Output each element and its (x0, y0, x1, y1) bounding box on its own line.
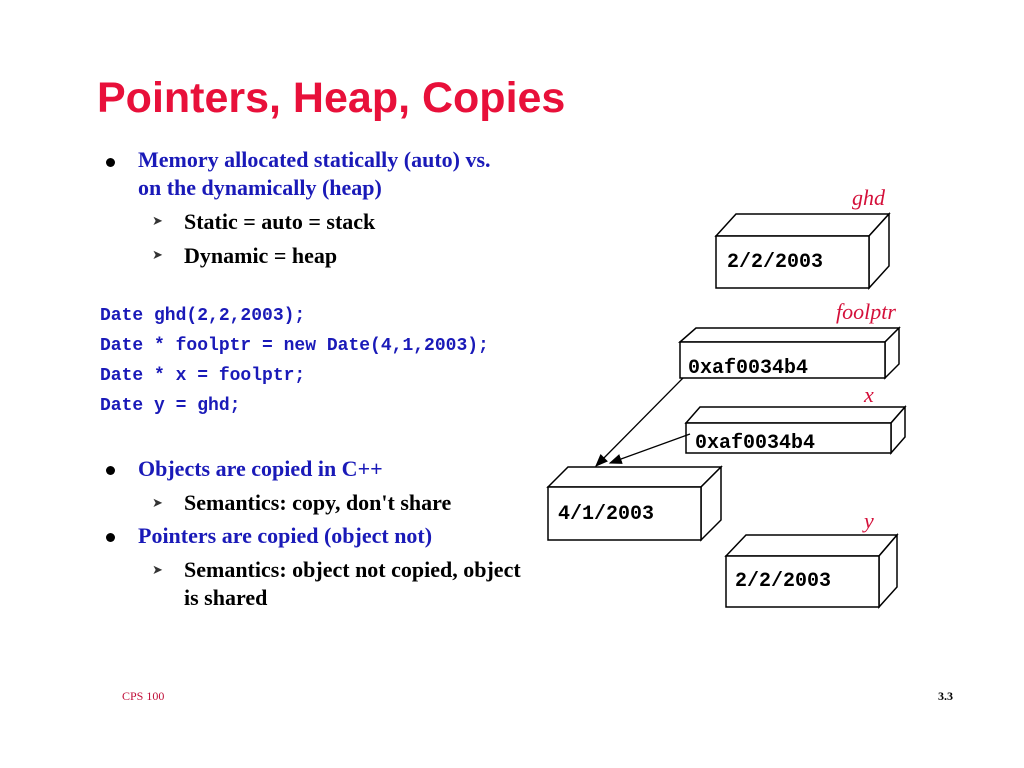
y-value: 2/2/2003 (735, 570, 832, 593)
bullet-1-line-1: Memory allocated statically (auto) vs. (138, 147, 491, 172)
code-line-3: Date * x = foolptr; (100, 366, 306, 386)
ghd-value: 2/2/2003 (727, 251, 824, 274)
ghd-label: ghd (852, 185, 885, 210)
sub-bullet-shared-line-2: is shared (184, 585, 268, 610)
sub-bullet-arrow-icon: ➤ (152, 496, 163, 511)
ghd-box (716, 214, 889, 288)
foolptr-value: 0xaf0034b4 (688, 357, 809, 380)
code-line-1: Date ghd(2,2,2003); (100, 306, 306, 326)
x-label: x (864, 382, 874, 407)
footer-course: CPS 100 (122, 689, 165, 703)
foolptr-box (680, 328, 899, 380)
bullet-1-line-2: on the dynamically (heap) (138, 175, 382, 200)
footer-page-number: 3.3 (938, 689, 953, 703)
heap-box (548, 467, 721, 540)
sub-bullet-static: Static = auto = stack (184, 209, 376, 234)
sub-bullet-arrow-icon: ➤ (152, 248, 163, 263)
bullet-2-line-1: Objects are copied in C++ (138, 456, 383, 481)
code-line-2: Date * foolptr = new Date(4,1,2003); (100, 336, 489, 356)
slide-title: Pointers, Heap, Copies (97, 74, 566, 122)
sub-bullet-copy: Semantics: copy, don't share (184, 490, 452, 515)
y-label: y (864, 508, 874, 533)
bullet-3-line-1: Pointers are copied (object not) (138, 523, 433, 548)
foolptr-label: foolptr (836, 299, 896, 324)
y-box (726, 535, 897, 607)
sub-bullet-shared-line-1: Semantics: object not copied, object (184, 557, 521, 582)
code-line-4: Date y = ghd; (100, 396, 241, 416)
x-box (686, 407, 905, 455)
x-pointer-arrow (610, 434, 690, 463)
sub-bullet-arrow-icon: ➤ (152, 563, 163, 578)
heap-value: 4/1/2003 (558, 503, 655, 526)
x-value: 0xaf0034b4 (695, 432, 816, 455)
sub-bullet-arrow-icon: ➤ (152, 214, 163, 229)
sub-bullet-dynamic: Dynamic = heap (184, 243, 338, 268)
